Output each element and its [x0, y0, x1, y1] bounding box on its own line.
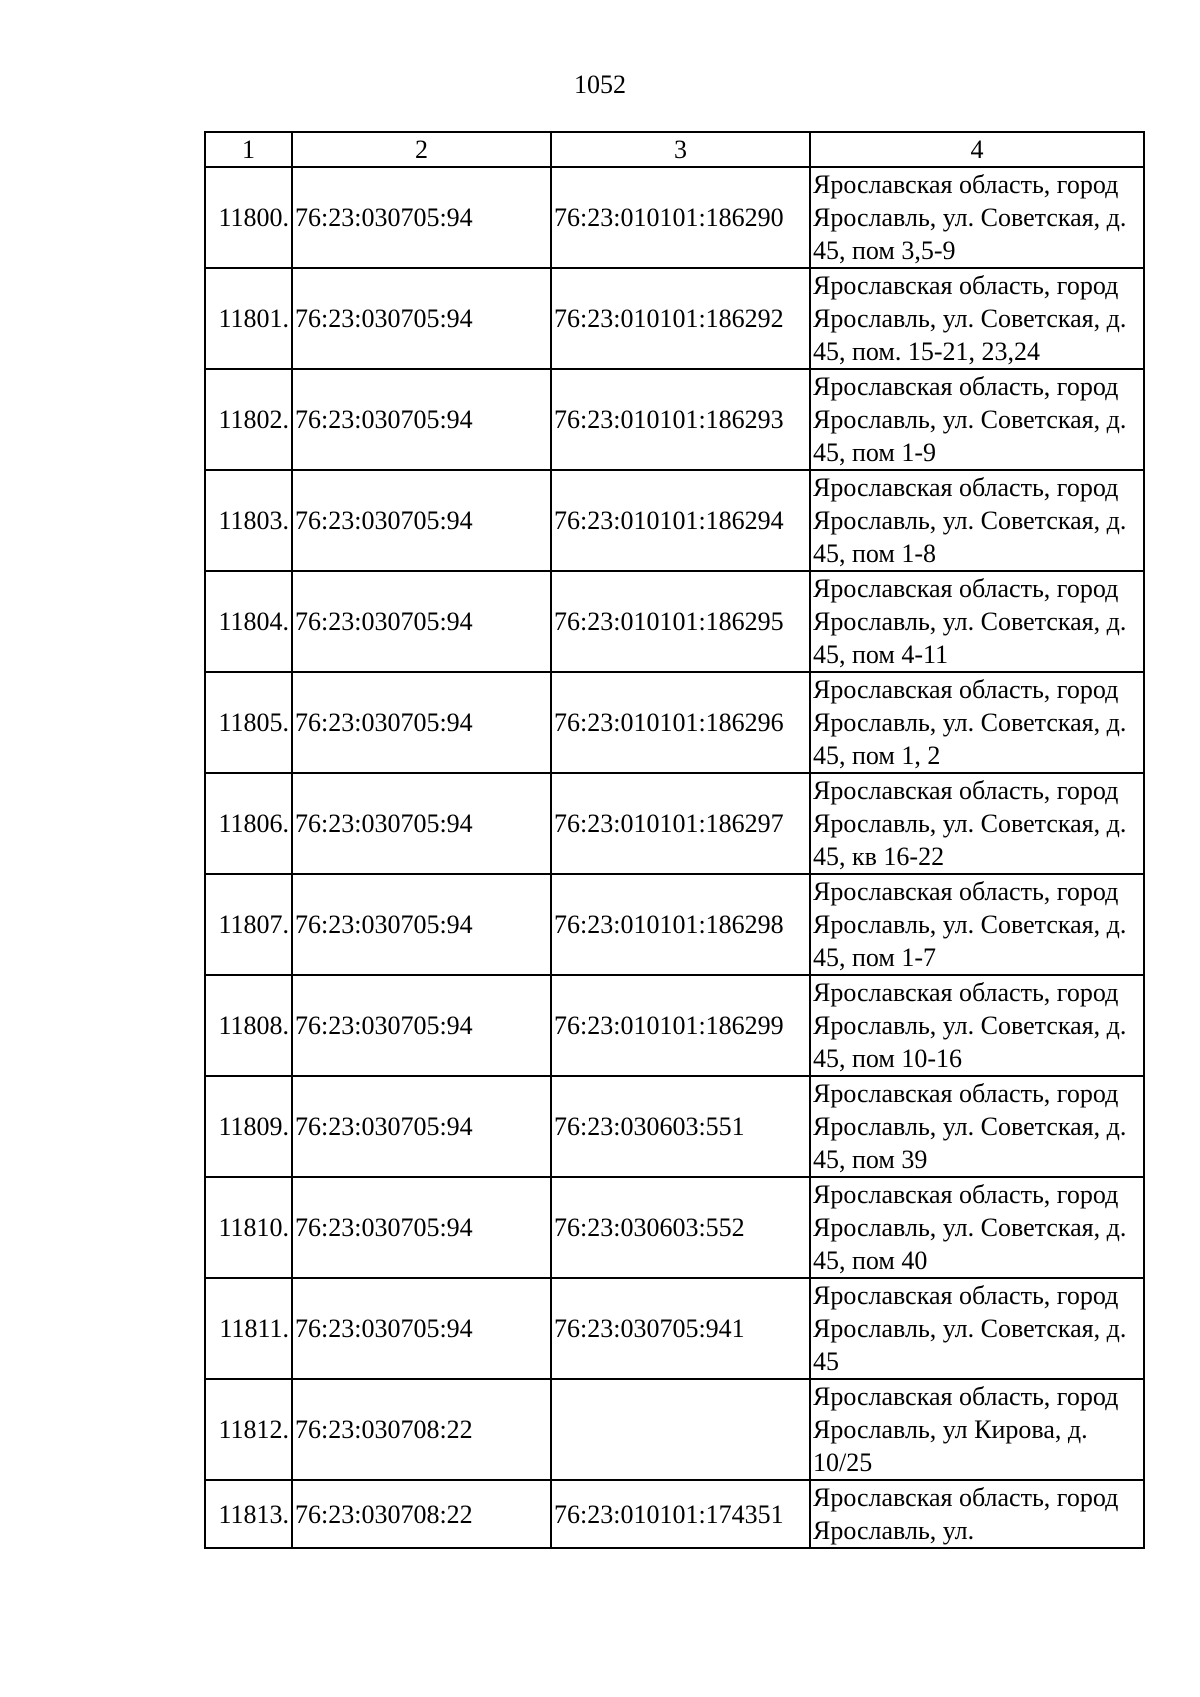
address-cell: Ярославская область, город Ярославль, ул.: [810, 1480, 1144, 1548]
row-number-cell: 11810.: [205, 1177, 292, 1278]
object-number-cell: 76:23:010101:186293: [551, 369, 810, 470]
object-number-cell: 76:23:010101:186298: [551, 874, 810, 975]
object-number-cell: 76:23:030705:941: [551, 1278, 810, 1379]
address-cell: Ярославская область, город Ярославль, ул. Советская, д. 45, кв 16-22: [810, 773, 1144, 874]
row-number-cell: 11808.: [205, 975, 292, 1076]
object-number-cell: 76:23:010101:186296: [551, 672, 810, 773]
page-number: 1052: [574, 70, 626, 99]
table-row: [205, 1278, 1144, 1379]
table-row: [205, 1480, 1144, 1548]
header-row: [205, 132, 1144, 167]
row-number-cell: 11804.: [205, 571, 292, 672]
parcel-number-cell: 76:23:030705:94: [292, 167, 551, 268]
table-row: [205, 369, 1144, 470]
header-cell-3: 3: [551, 132, 810, 167]
table-row: [205, 470, 1144, 571]
object-number-cell: 76:23:010101:186292: [551, 268, 810, 369]
row-number-cell: 11813.: [205, 1480, 292, 1548]
object-number-cell: 76:23:010101:186290: [551, 167, 810, 268]
object-number-cell: 76:23:030603:552: [551, 1177, 810, 1278]
table-row: [205, 975, 1144, 1076]
address-cell: Ярославская область, город Ярославль, ул. Советская, д. 45, пом 1-9: [810, 369, 1144, 470]
row-number-cell: 11802.: [205, 369, 292, 470]
parcel-number-cell: 76:23:030705:94: [292, 773, 551, 874]
row-number-cell: 11805.: [205, 672, 292, 773]
row-number-cell: 11801.: [205, 268, 292, 369]
address-cell: Ярославская область, город Ярославль, ул. Советская, д. 45, пом 10-16: [810, 975, 1144, 1076]
row-number-cell: 11811.: [205, 1278, 292, 1379]
address-cell: Ярославская область, город Ярославль, ул. Советская, д. 45, пом 1-7: [810, 874, 1144, 975]
address-cell: Ярославская область, город Ярославль, ул. Советская, д. 45: [810, 1278, 1144, 1379]
registry-table: [204, 131, 1145, 1549]
address-cell: Ярославская область, город Ярославль, ул. Советская, д. 45, пом. 15-21, 23,24: [810, 268, 1144, 369]
parcel-number-cell: 76:23:030705:94: [292, 1076, 551, 1177]
table-row: [205, 672, 1144, 773]
header-cell-2: 2: [292, 132, 551, 167]
object-number-cell: 76:23:010101:186294: [551, 470, 810, 571]
row-number-cell: 11800.: [205, 167, 292, 268]
parcel-number-cell: 76:23:030705:94: [292, 268, 551, 369]
table-row: [205, 167, 1144, 268]
parcel-number-cell: 76:23:030705:94: [292, 975, 551, 1076]
row-number-cell: 11803.: [205, 470, 292, 571]
table-row: [205, 874, 1144, 975]
object-number-cell: 76:23:010101:186295: [551, 571, 810, 672]
parcel-number-cell: 76:23:030705:94: [292, 1278, 551, 1379]
address-cell: Ярославская область, город Ярославль, ул. Советская, д. 45, пом 39: [810, 1076, 1144, 1177]
registry-table-body: [205, 132, 1144, 1548]
address-cell: Ярославская область, город Ярославль, ул. Советская, д. 45, пом 3,5-9: [810, 167, 1144, 268]
parcel-number-cell: 76:23:030705:94: [292, 874, 551, 975]
parcel-number-cell: 76:23:030705:94: [292, 571, 551, 672]
parcel-number-cell: 76:23:030708:22: [292, 1379, 551, 1480]
parcel-number-cell: 76:23:030705:94: [292, 369, 551, 470]
object-number-cell: 76:23:030603:551: [551, 1076, 810, 1177]
header-cell-4: 4: [810, 132, 1144, 167]
parcel-number-cell: 76:23:030705:94: [292, 672, 551, 773]
table-row: [205, 268, 1144, 369]
table-row: [205, 1076, 1144, 1177]
address-cell: Ярославская область, город Ярославль, ул. Советская, д. 45, пом 1, 2: [810, 672, 1144, 773]
row-number-cell: 11809.: [205, 1076, 292, 1177]
parcel-number-cell: 76:23:030705:94: [292, 1177, 551, 1278]
row-number-cell: 11806.: [205, 773, 292, 874]
address-cell: Ярославская область, город Ярославль, ул. Советская, д. 45, пом 4-11: [810, 571, 1144, 672]
parcel-number-cell: 76:23:030705:94: [292, 470, 551, 571]
header-cell-1: 1: [205, 132, 292, 167]
address-cell: Ярославская область, город Ярославль, ул. Советская, д. 45, пом 40: [810, 1177, 1144, 1278]
object-number-cell: 76:23:010101:186297: [551, 773, 810, 874]
object-number-cell: [551, 1379, 810, 1480]
row-number-cell: 11812.: [205, 1379, 292, 1480]
row-number-cell: 11807.: [205, 874, 292, 975]
table-row: [205, 571, 1144, 672]
object-number-cell: 76:23:010101:174351: [551, 1480, 810, 1548]
parcel-number-cell: 76:23:030708:22: [292, 1480, 551, 1548]
address-cell: Ярославская область, город Ярославль, ул Кирова, д. 10/25: [810, 1379, 1144, 1480]
address-cell: Ярославская область, город Ярославль, ул. Советская, д. 45, пом 1-8: [810, 470, 1144, 571]
table-row: [205, 773, 1144, 874]
object-number-cell: 76:23:010101:186299: [551, 975, 810, 1076]
table-row: [205, 1177, 1144, 1278]
table-row: [205, 1379, 1144, 1480]
